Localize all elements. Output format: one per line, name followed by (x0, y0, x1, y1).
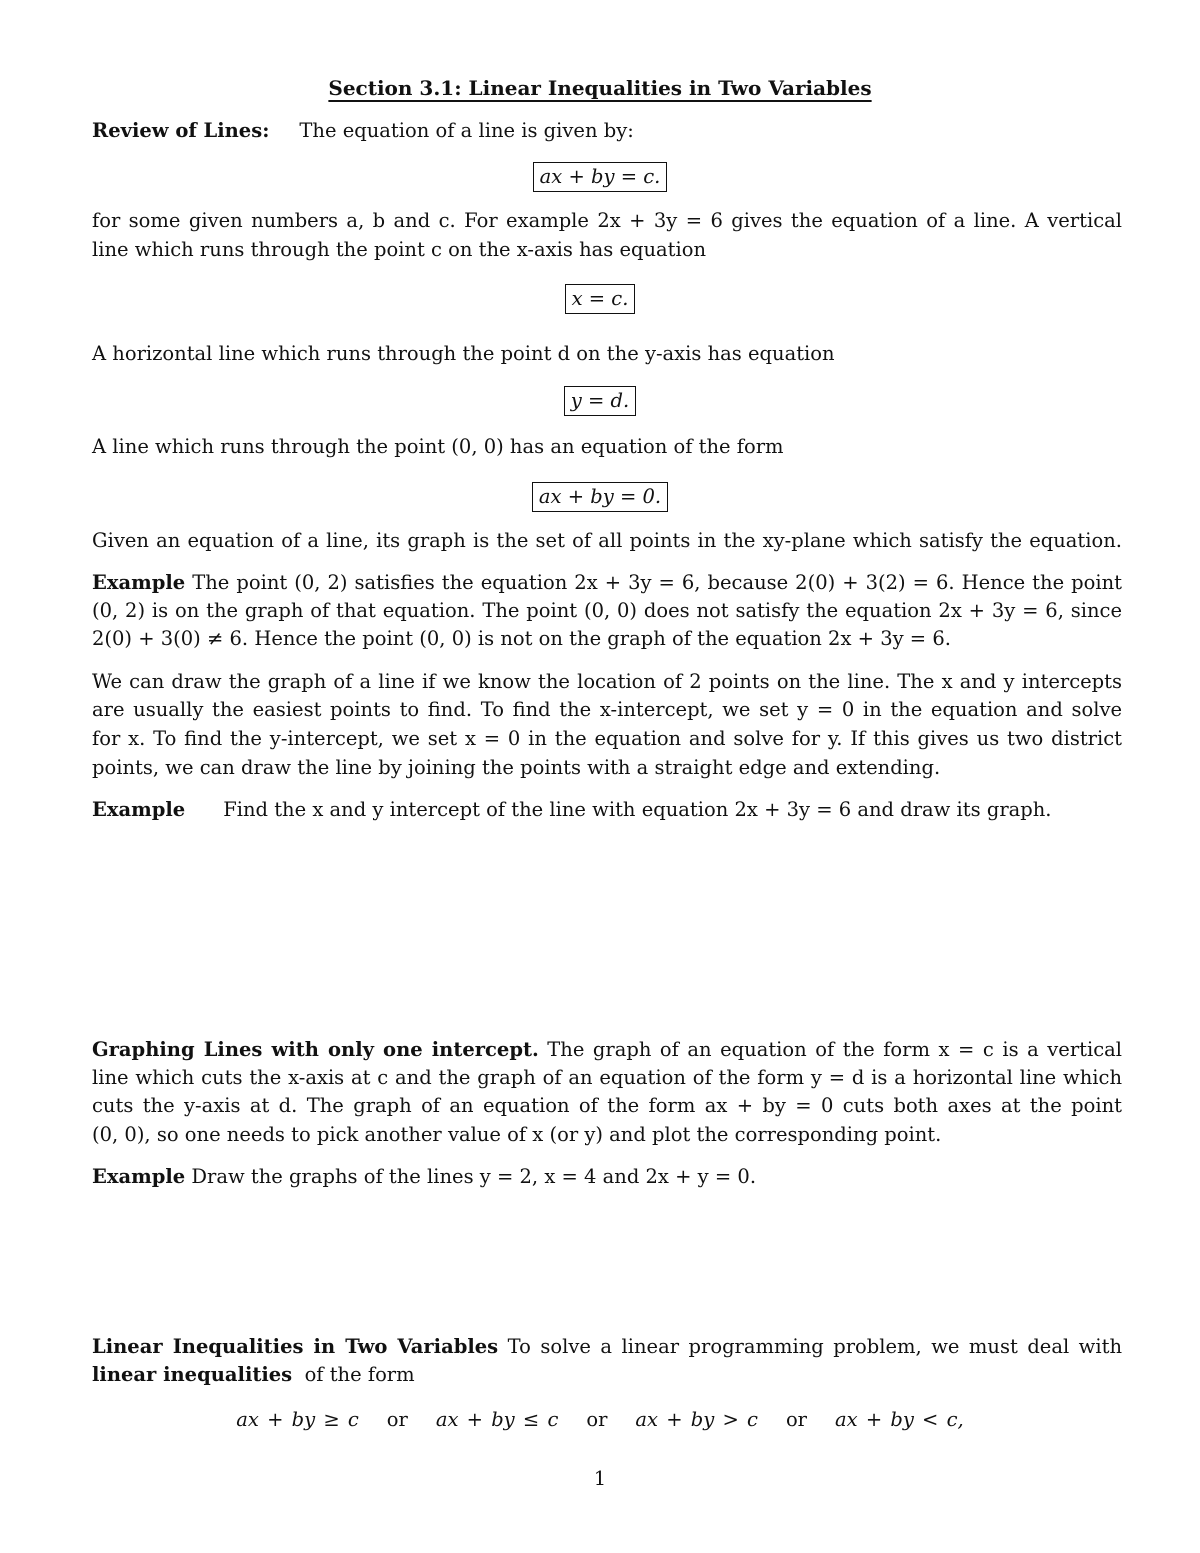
example1-text-1: The point (0, 2) satisfies the equation 2x + 3y = 6, because 2(0) + 3(2) = 6. Hence the point (192, 571, 1122, 594)
intercepts-line-4: points, we can draw the line by joining the points with a straight edge and extending. (92, 756, 941, 779)
review-heading: Review of Lines: (92, 119, 270, 142)
inequality-form-4: ax + by < c, (835, 1408, 964, 1431)
example1-line-3: 2(0) + 3(0) ≠ 6. Hence the point (0, 0) is not on the graph of the equation 2x + 3y = 6. (92, 627, 951, 650)
example1-line-2: (0, 2) is on the graph of that equation. The point (0, 0) does not satisfy the equation 2x + 3y = 6, since (92, 599, 1122, 622)
equation-general: ax + by = c. (533, 162, 668, 192)
example3-text: Draw the graphs of the lines y = 2, x = 4 and 2x + y = 0. (191, 1165, 757, 1188)
example2-text: Find the x and y intercept of the line with equation 2x + 3y = 6 and draw its graph. (223, 798, 1052, 821)
one-intercept-line-3: cuts the y-axis at d. The graph of an equation of the form ax + by = 0 cuts both axes at the point (92, 1094, 1122, 1117)
or-word-1: or (386, 1408, 408, 1431)
or-word-3: or (785, 1408, 807, 1431)
review-paragraph (92, 117, 1122, 146)
page-title: Section 3.1: Linear Inequalities in Two Variables (328, 76, 872, 100)
inequalities-heading: Linear Inequalities in Two Variables (92, 1335, 499, 1358)
origin-text: A line which runs through the point (0, 0) has an equation of the form (92, 435, 784, 458)
intercepts-line-3: for x. To find the y-intercept, we set x = 0 in the equation and solve for y. If this gives us two district (92, 727, 1122, 750)
graph-definition: Given an equation of a line, its graph is the set of all points in the xy-plane which satisfy the equation. (92, 529, 1122, 552)
example1-line-1 (92, 569, 1122, 598)
horizontal-text: A horizontal line which runs through the point d on the y-axis has equation (92, 342, 835, 365)
inequalities-heading-2: linear inequalities (92, 1363, 293, 1386)
equation-origin-wrap (0, 482, 1200, 512)
equation-origin: ax + by = 0. (532, 482, 668, 512)
example2-line (92, 796, 1122, 825)
example2-label: Example (92, 798, 186, 821)
example3-label: Example (92, 1165, 186, 1188)
review-line-1: for some given numbers a, b and c. For example 2x + 3y = 6 gives the equation of a line. A vertical (92, 209, 1122, 232)
inequalities-text-2: of the form (304, 1363, 415, 1386)
equation-horizontal: y = d. (564, 386, 636, 416)
one-intercept-line-1 (92, 1036, 1122, 1065)
inequality-form-3: ax + by > c (635, 1408, 758, 1431)
review-text: The equation of a line is given by: (299, 119, 634, 142)
equation-vertical: x = c. (565, 284, 636, 314)
inequalities-line-2 (92, 1361, 1122, 1390)
page-number: 1 (593, 1467, 607, 1490)
one-intercept-heading: Graphing Lines with only one intercept. (92, 1038, 539, 1061)
intercepts-line-1: We can draw the graph of a line if we know the location of 2 points on the line. The x and y intercepts (92, 670, 1122, 693)
one-intercept-line-4: (0, 0), so one needs to pick another value of x (or y) and plot the corresponding point. (92, 1123, 942, 1146)
equation-vertical-wrap (0, 284, 1200, 314)
example1-label: Example (92, 571, 186, 594)
equation-general-wrap (0, 162, 1200, 192)
equation-horizontal-wrap (0, 386, 1200, 416)
inequality-form-1: ax + by ≥ c (236, 1408, 359, 1431)
example3-line (92, 1163, 1122, 1192)
inequalities-line-1 (92, 1333, 1122, 1362)
inequality-form-2: ax + by ≤ c (435, 1408, 559, 1431)
inequality-forms (0, 1406, 1200, 1434)
review-line-2: line which runs through the point c on the x-axis has equation (92, 238, 707, 261)
inequalities-text-1: To solve a linear programming problem, we must deal with (507, 1335, 1123, 1358)
or-word-2: or (586, 1408, 608, 1431)
intercepts-line-2: are usually the easiest points to find. To find the x-intercept, we set y = 0 in the equation and solve (92, 698, 1122, 721)
one-intercept-text-1: The graph of an equation of the form x = c is a vertical (547, 1038, 1123, 1061)
one-intercept-line-2: line which cuts the x-axis at c and the graph of an equation of the form y = d is a horizontal line which (92, 1066, 1122, 1089)
